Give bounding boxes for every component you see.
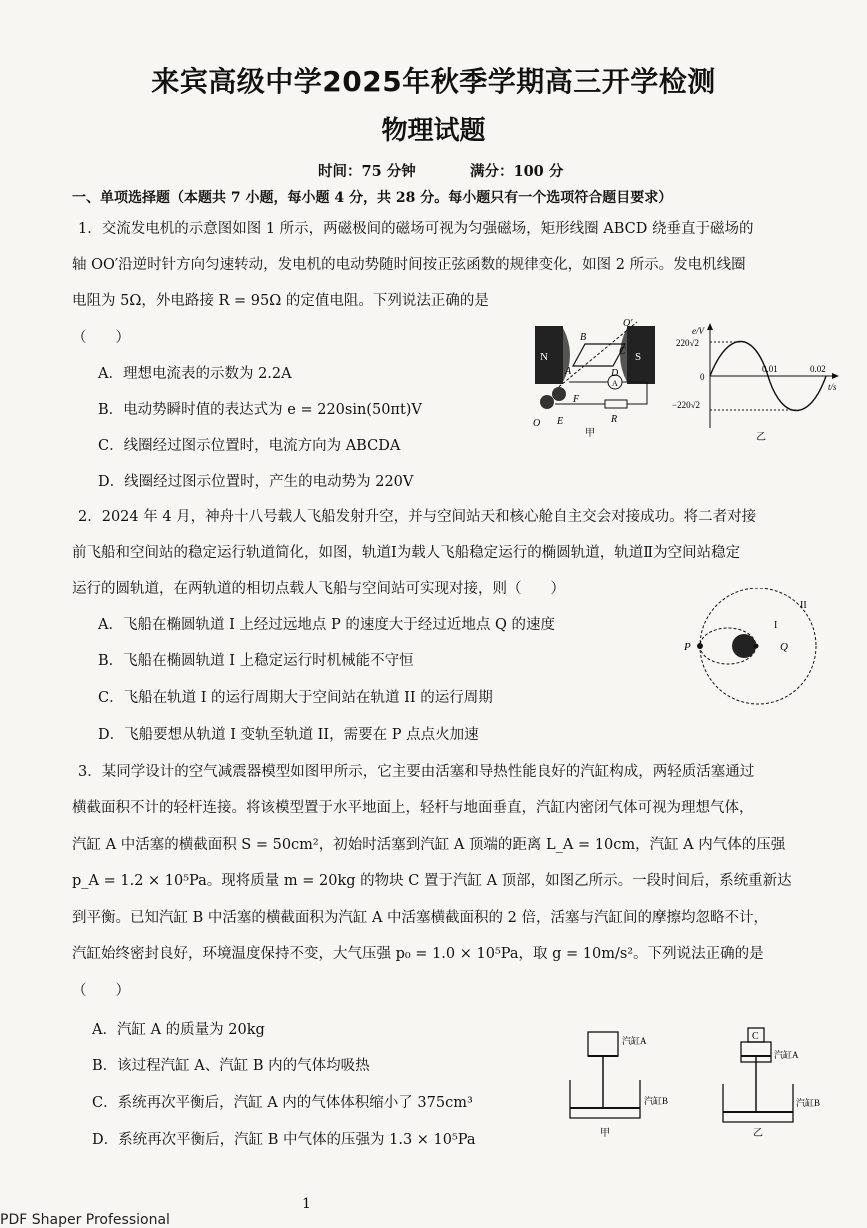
section-heading: 一、单项选择题（本题共 7 小题，每小题 4 分，共 28 分。每小题只有一个选项符合题目要求）	[72, 190, 673, 206]
caption-left: 甲	[600, 1128, 610, 1139]
q3-line-3: 汽缸 A 中活塞的横截面积 S = 50cm²，初始时活塞到汽缸 A 顶端的距离 L_A = 10cm，汽缸 A 内气体的压强	[72, 837, 786, 853]
caption-right: 乙	[753, 1128, 763, 1139]
q3-line-1: 3．某同学设计的空气减震器模型如图甲所示，它主要由活塞和导热性能良好的汽缸构成，两轻质活塞通过	[78, 764, 755, 780]
q3-option-d: D．系统再次平衡后，汽缸 B 中气体的压强为 1.3 × 10⁵Pa	[92, 1132, 476, 1148]
q2-option-d: D．飞船要想从轨道 I 变轨至轨道 II，需要在 P 点点火加速	[98, 727, 479, 743]
label-a: A	[565, 366, 572, 377]
generator-figure	[525, 318, 665, 438]
graph-ylabel: e/V	[692, 326, 704, 336]
page-number: 1	[302, 1196, 311, 1212]
label-o: O	[533, 418, 541, 429]
q1-paren: （ ）	[72, 330, 130, 346]
label-cyl-a-left: 汽缸A	[622, 1036, 647, 1046]
graph-x1: 0.01	[762, 364, 778, 374]
cylinder-a-left	[588, 1032, 618, 1056]
circuit-wire	[555, 382, 647, 404]
q3-option-c: C．系统再次平衡后，汽缸 A 内的气体体积缩小了 375cm³	[92, 1095, 473, 1111]
q1-option-b: B．电动势瞬时值的表达式为 e = 220sin(50πt)V	[98, 402, 422, 418]
label-e: E	[557, 416, 564, 427]
caption-jia: 甲	[585, 428, 595, 438]
graph-origin: 0	[700, 372, 705, 382]
exam-time: 时间：75 分钟	[318, 163, 416, 180]
exam-subtitle: 物理试题	[381, 116, 486, 146]
label-ii: II	[800, 600, 807, 611]
label-c-block: C	[752, 1031, 759, 1042]
q1-line-3: 电阻为 5Ω，外电路接 R = 95Ω 的定值电阻。下列说法正确的是	[72, 293, 489, 309]
q2-option-a: A．飞船在椭圆轨道 I 上经过远地点 P 的速度大于经过近地点 Q 的速度	[98, 617, 555, 633]
cylinder-b-right	[723, 1084, 793, 1122]
label-r: R	[611, 414, 618, 425]
resistor	[605, 400, 627, 408]
q3-paren: （ ）	[72, 983, 130, 999]
label-s: S	[635, 351, 642, 363]
ammeter-label: A	[612, 379, 618, 388]
label-n: N	[540, 351, 548, 363]
q1-line-2: 轴 OO′沿逆时针方向匀速转动，发电机的电动势随时间按正弦函数的规律变化，如图 2 所示。发电机线圈	[72, 257, 746, 273]
caption-yi: 乙	[756, 432, 766, 442]
damper-figure	[560, 1022, 850, 1140]
slip-ring	[540, 395, 554, 409]
point-p	[697, 643, 703, 649]
label-b: B	[580, 332, 587, 343]
graph-ymax: 220√2	[676, 338, 699, 348]
graph-xlabel: t/s	[828, 382, 837, 392]
q3-line-6: 汽缸始终密封良好，环境温度保持不变，大气压强 p₀ = 1.0 × 10⁵Pa，取 g = 10m/s²。下列说法正确的是	[72, 946, 764, 962]
label-o-prime: O′	[623, 318, 633, 329]
q3-option-b: B．该过程汽缸 A、汽缸 B 内的气体均吸热	[92, 1058, 370, 1074]
exam-title: 来宾高级中学2025年秋季学期高三开学检测	[151, 65, 716, 98]
q3-option-a: A．汽缸 A 的质量为 20kg	[92, 1022, 265, 1038]
q3-line-2: 横截面积不计的轻杆连接。将该模型置于水平地面上，轻杆与地面垂直，汽缸内密闭气体可视为理想气体，	[72, 800, 754, 816]
q1-line-1: 1．交流发电机的示意图如图 1 所示，两磁极间的磁场可视为匀强磁场，矩形线圈 ABCD 绕垂直于磁场的	[78, 221, 754, 237]
q3-line-4: p_A = 1.2 × 10⁵Pa。现将质量 m = 20kg 的物块 C 置于汽缸 A 顶部，如图乙所示。一段时间后，系统重新达	[72, 873, 792, 889]
graph-x2: 0.02	[810, 364, 826, 374]
q2-line-2: 前飞船和空间站的稳定运行轨道简化，如图，轨道Ⅰ为载人飞船稳定运行的椭圆轨道，轨道Ⅱ为空间站稳定	[72, 545, 741, 561]
label-d: D	[611, 368, 619, 379]
label-cyl-a-right: 汽缸A	[774, 1050, 799, 1060]
emf-graph	[670, 320, 850, 442]
label-cyl-b-right: 汽缸B	[796, 1098, 821, 1108]
orbit-figure	[680, 588, 830, 710]
q2-line-1: 2．2024 年 4 月，神舟十八号载人飞船发射升空，并与空间站天和核心舱自主交会对接成功。将二者对接	[78, 509, 757, 525]
cylinder-b-left	[570, 1080, 640, 1118]
label-cyl-b-left: 汽缸B	[644, 1096, 669, 1106]
q1-option-c: C．线圈经过图示位置时，电流方向为 ABCDA	[98, 438, 401, 454]
exam-score: 满分：100 分	[470, 163, 564, 180]
q2-line-3: 运行的圆轨道，在两轨道的相切点载人飞船与空间站可实现对接，则（ ）	[72, 581, 565, 597]
q1-option-a: A．理想电流表的示数为 2.2A	[98, 366, 292, 382]
graph-ymin: −220√2	[672, 400, 701, 410]
label-i: I	[774, 620, 778, 631]
point-q	[754, 644, 759, 649]
label-q: Q	[780, 641, 788, 653]
label-p: P	[684, 641, 691, 653]
q2-option-c: C．飞船在轨道 I 的运行周期大于空间站在轨道 II 的运行周期	[98, 690, 493, 706]
earth	[732, 634, 756, 658]
watermark-text: PDF Shaper Professional	[0, 1212, 170, 1228]
label-f: F	[573, 394, 580, 405]
label-c: C	[619, 346, 626, 357]
q2-option-b: B．飞船在椭圆轨道 I 上稳定运行时机械能不守恒	[98, 653, 414, 669]
coil-abcd	[573, 344, 625, 366]
q3-line-5: 到平衡。已知汽缸 B 中活塞的横截面积为汽缸 A 中活塞横截面积的 2 倍，活塞与汽缸间的摩擦均忽略不计，	[72, 910, 769, 926]
q1-option-d: D．线圈经过图示位置时，产生的电动势为 220V	[98, 474, 414, 490]
